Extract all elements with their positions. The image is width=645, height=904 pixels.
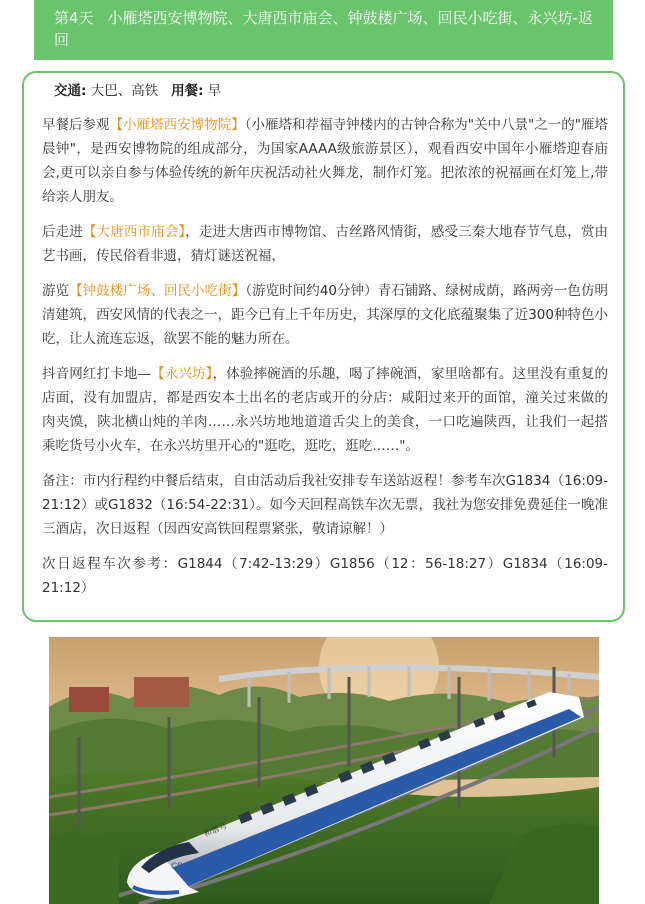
paragraph-text: （游览时间约40分钟）青石铺路、绿树成荫，路两旁一色仿明清建筑，西安风情的代表之一，距今已有上千年历史，其深厚的文化底蕴聚集了近300种特色小吃，让人流连忘返，欲罢不能的魅力所在。 <box>42 283 609 347</box>
train-illustration <box>49 637 599 904</box>
paragraph-text: 早餐后参观 <box>42 117 110 133</box>
transport-value: 大巴、高铁 <box>90 83 159 99</box>
attraction-highlight: 【小雁塔西安博物院】 <box>109 117 245 133</box>
attraction-highlight: 【大唐西市庙会】 <box>82 224 186 240</box>
crh-logo-text: CRH <box>171 862 191 872</box>
day-header <box>34 0 613 60</box>
transport-label: 交通: <box>54 83 87 99</box>
paragraph-note <box>42 469 608 541</box>
paragraph-xiaoyanta <box>42 113 608 209</box>
day-route: 小雁塔西安博物院、大唐西市庙会、钟鼓楼广场、回民小吃街、永兴坊-返回 <box>54 9 593 49</box>
paragraph-datang-xishi <box>42 220 608 268</box>
paragraph-text: ，体验摔碗酒的乐趣，喝了摔碗酒，家里啥都有。这里没有重复的店面，没有加盟店，都是西安本土出名的老店或开的分店：咸阳过来开的面馆，潼关过来做的肉夹馍，陕北横山炖的羊肉……永兴坊地地道道舌尖上的美食，一口吃遍陕西，让我们一起搭乘吃货号小火车，在永兴坊里开心的"逛吃，逛吃，逛吃……"。 <box>42 366 609 454</box>
paragraph-yongxingfang <box>42 362 608 458</box>
paragraph-zhonggulou <box>42 279 608 351</box>
attraction-highlight: 【钟鼓楼广场、回民小吃街】 <box>69 283 246 299</box>
paragraph-text: 抖音网红打卡地— <box>42 366 151 382</box>
paragraph-text: 游览 <box>42 283 70 299</box>
paragraph-text: 次日返程车次参考：G1844（7:42-13:29）G1856（12：56-18:27）G1834（16:09-21:12） <box>42 556 608 596</box>
paragraph-text: 后走进 <box>42 224 83 240</box>
train-badge-text: 和谐号 <box>202 821 229 839</box>
day-label: 第4天 <box>54 9 94 27</box>
itinerary-content <box>42 113 608 611</box>
attraction-highlight: 【永兴坊】 <box>150 366 213 382</box>
meal-label: 用餐: <box>171 83 204 99</box>
itinerary-meta <box>54 81 221 101</box>
paragraph-text: （小雁塔和荐福寺钟楼内的古钟合称为"关中八景"之一的"雁塔晨钟"，是西安博物院的组成部分，为国家AAAA级旅游景区），观看西安中国年小雁塔迎春庙会,更可以亲自参与体验传统的新年庆祝活动社火舞龙，制作灯笼。把浓浓的祝福画在灯笼上,带给亲人朋友。 <box>42 117 609 205</box>
paragraph-text: ，走进大唐西市博物馆、古丝路风情街，感受三秦大地春节气息，赏由艺书画，传民俗看非遗，猜灯谜送祝福， <box>42 224 609 264</box>
high-speed-train-photo <box>49 637 599 904</box>
paragraph-text: 备注：市内行程约中餐后结束，自由活动后我社安排专车送站返程！参考车次G1834（16:09-21:12）或G1832（16:54-22:31）。如今天回程高铁车次无票，我社为您安排免费延住一晚准三酒店，次日返程（因西安高铁回程票紧张，敬请谅解！） <box>42 473 608 537</box>
paragraph-next-day-trains <box>42 552 608 600</box>
meal-value: 早 <box>207 83 222 99</box>
itinerary-card <box>22 71 625 622</box>
